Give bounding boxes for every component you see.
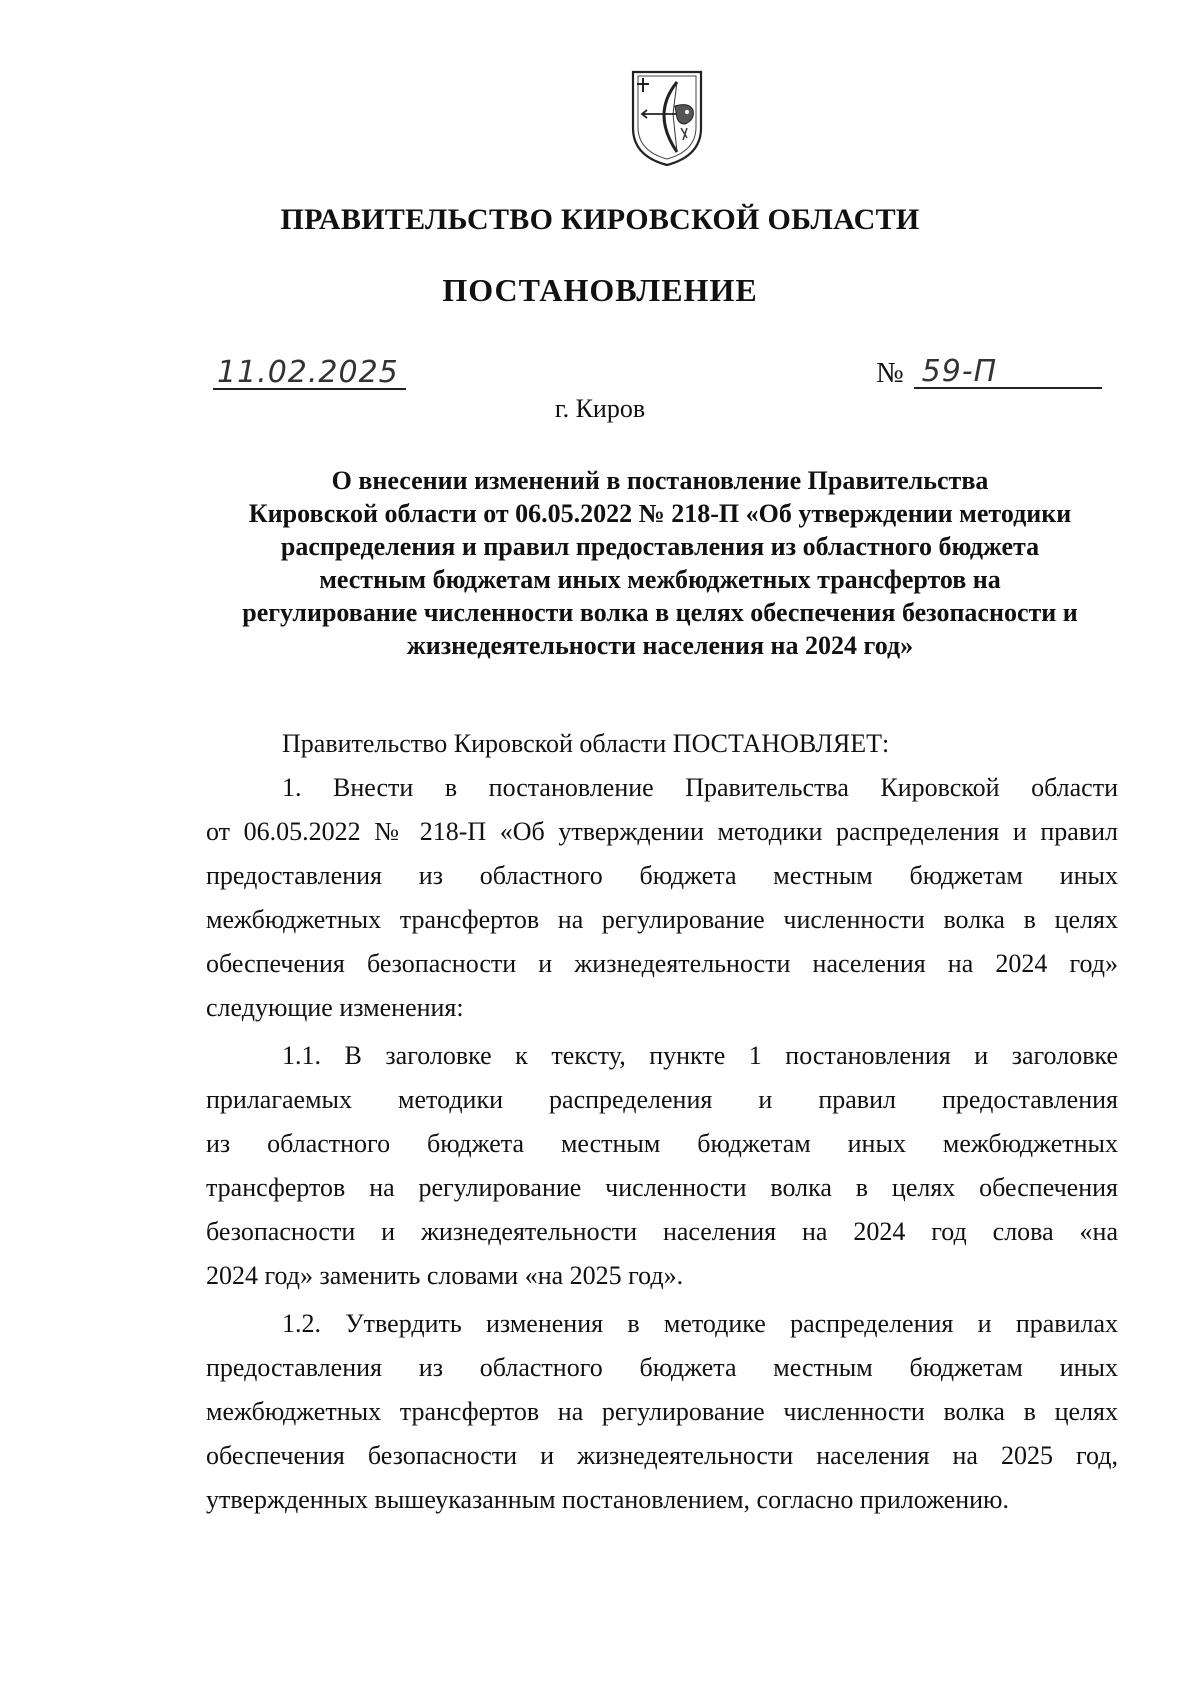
kirov-oblast-coat-of-arms-icon bbox=[627, 68, 707, 168]
paragraph-line: утвержденных вышеуказанным постановлением, согласно приложению. bbox=[206, 1485, 1009, 1514]
paragraph-line: трансфертов на регулирование численности волка в целях обеспечения bbox=[206, 1173, 1118, 1202]
title-line: распределения и правил предоставления из областного бюджета bbox=[280, 532, 1040, 561]
document-date: 11.02.2025 bbox=[213, 358, 406, 390]
title-line: регулирование численности волка в целях обеспечения безопасности и bbox=[242, 598, 1078, 627]
paragraph-line: предоставления из областного бюджета местным бюджетам иных bbox=[206, 861, 1118, 890]
paragraph-line: межбюджетных трансфертов на регулирование численности волка в целях bbox=[206, 1397, 1118, 1426]
paragraph-line: из областного бюджета местным бюджетам иных межбюджетных bbox=[206, 1129, 1118, 1158]
preamble: Правительство Кировской области ПОСТАНОВЛЯЕТ: bbox=[282, 729, 890, 758]
paragraph-line: следующие изменения: bbox=[206, 993, 464, 1022]
paragraph-line: 2024 год» заменить словами «на 2025 год». bbox=[206, 1261, 684, 1290]
document-title bbox=[200, 464, 1120, 662]
paragraph-1 bbox=[206, 766, 1118, 1030]
paragraph-line: 1.2. Утвердить изменения в методике распределения и правилах bbox=[282, 1309, 1118, 1338]
title-line: местным бюджетам иных межбюджетных трансфертов на bbox=[319, 565, 1001, 594]
paragraph-line: обеспечения безопасности и жизнедеятельности населения на 2024 год» bbox=[206, 949, 1118, 978]
document-body bbox=[206, 722, 1118, 1522]
paragraph-line: межбюджетных трансфертов на регулирование численности волка в целях bbox=[206, 905, 1118, 934]
document-date-field bbox=[213, 355, 406, 390]
title-line: Кировской области от 06.05.2022 № 218-П «Об утверждении методики bbox=[248, 499, 1072, 528]
document-type: ПОСТАНОВЛЕНИЕ bbox=[442, 272, 758, 308]
paragraph-line: 1.1. В заголовке к тексту, пункте 1 постановления и заголовке bbox=[282, 1041, 1118, 1070]
document-number-field bbox=[876, 354, 1102, 389]
document-number: 59-П bbox=[914, 357, 1102, 389]
title-line: О внесении изменений в постановление Правительства bbox=[331, 466, 989, 495]
paragraph-line: 1. Внести в постановление Правительства Кировской области bbox=[282, 773, 1118, 802]
paragraph-line: прилагаемых методики распределения и правил предоставления bbox=[206, 1085, 1118, 1114]
paragraph-line: безопасности и жизнедеятельности населения на 2024 год слова «на bbox=[206, 1217, 1118, 1246]
document-city: г. Киров bbox=[554, 394, 646, 423]
paragraph-line: от 06.05.2022 № 218-П «Об утверждении методики распределения и правил bbox=[206, 817, 1118, 846]
paragraph-1-2 bbox=[206, 1302, 1118, 1522]
paragraph-line: предоставления из областного бюджета местным бюджетам иных bbox=[206, 1353, 1118, 1382]
number-label: № bbox=[876, 357, 904, 389]
organization-name: ПРАВИТЕЛЬСТВО КИРОВСКОЙ ОБЛАСТИ bbox=[280, 203, 920, 236]
title-line: жизнедеятельности населения на 2024 год» bbox=[406, 631, 914, 660]
paragraph-line: обеспечения безопасности и жизнедеятельности населения на 2025 год, bbox=[206, 1441, 1118, 1470]
paragraph-1-1 bbox=[206, 1034, 1118, 1298]
